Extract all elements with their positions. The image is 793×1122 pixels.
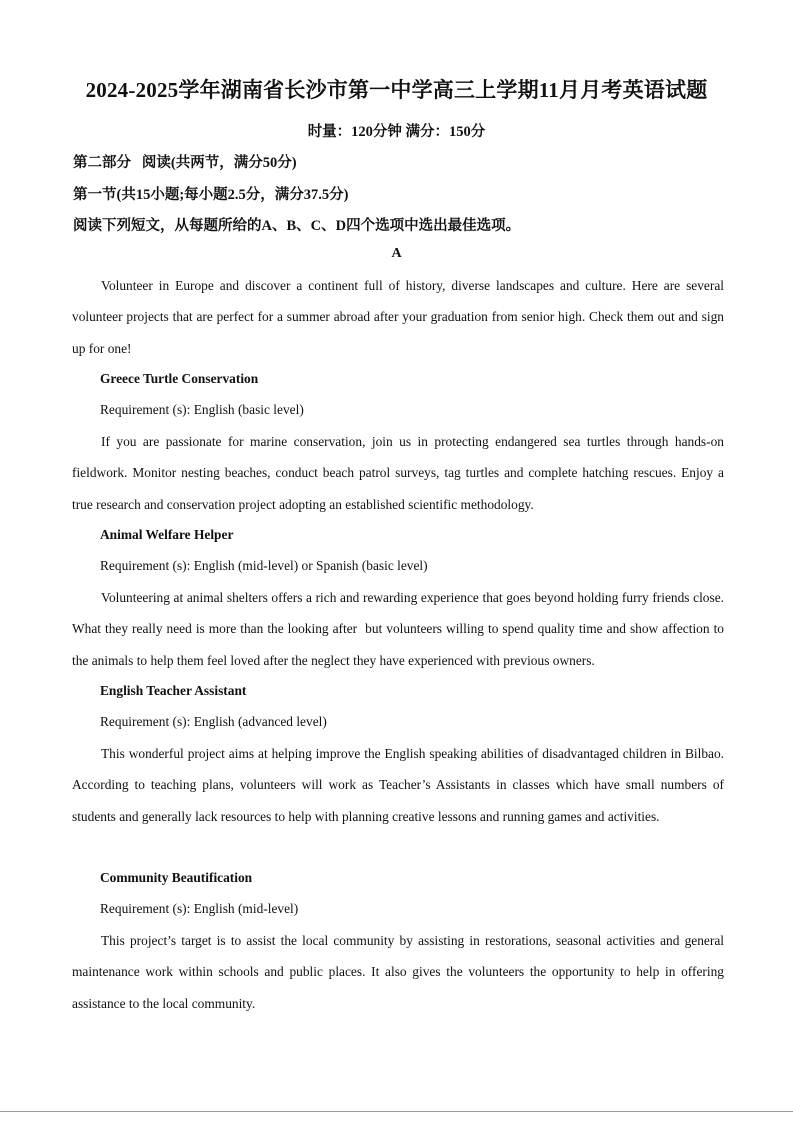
project-requirement: Requirement (s): English (basic level) — [100, 402, 304, 417]
page-bottom-divider — [0, 1111, 793, 1112]
page-title: 2024-2025学年湖南省长沙市第一中学高三上学期11月月考英语试题 — [85, 78, 708, 102]
project-description: This project’s target is to assist the local community by assisting in restorations, seasonal activities and general maintenance work within schools and public places. It also gives the volunteers the opportunity to help in offering assistance to the local community. — [72, 933, 724, 1011]
project-title: Animal Welfare Helper — [100, 527, 234, 542]
intro-paragraph: Volunteer in Europe and discover a continent full of history, diverse landscapes and culture. Here are several volunteer projects that are perfect for a summer abroad after your graduation from senior high. Check them out and sign up for one! — [72, 278, 724, 356]
section-heading: 第一节(共15小题;每小题2.5分，满分37.5分) — [73, 187, 349, 203]
project-title: Greece Turtle Conservation — [100, 371, 259, 386]
project-description: If you are passionate for marine conservation, join us in protecting endangered sea turtles through hands-on fieldwork. Monitor nesting beaches, conduct beach patrol surveys, tag turtles and complete hatching rescues. Enjoy a true research and conservation project adopting an established scientific methodology. — [72, 434, 724, 512]
part-heading: 第二部分 阅读(共两节，满分50分) — [73, 155, 297, 171]
project-description: This wonderful project aims at helping improve the English speaking abilities of disadvantaged children in Bilbao. According to teaching plans, volunteers will work as Teacher’s Assistants in classes which have small numbers of students and generally lack resources to help with planning creative lessons and running games and activities. — [72, 746, 724, 824]
passage-label: A — [391, 246, 402, 261]
project-requirement: Requirement (s): English (mid-level) — [100, 901, 299, 916]
project-requirement: Requirement (s): English (mid-level) or Spanish (basic level) — [100, 558, 428, 573]
exam-time-and-score: 时量：120分钟 满分：150分 — [307, 124, 486, 140]
project-title: Community Beautification — [100, 870, 253, 885]
project-title: English Teacher Assistant — [100, 683, 247, 698]
project-requirement: Requirement (s): English (advanced level) — [100, 714, 327, 729]
project-description: Volunteering at animal shelters offers a rich and rewarding experience that goes beyond holding furry friends close. What they really need is more than the looking after but volunteers willing to spend quality time and show affection to the animals to help them feel loved after the neglect they have experienced with previous owners. — [72, 590, 728, 668]
instruction-text: 阅读下列短文，从每题所给的A、B、C、D四个选项中选出最佳选项。 — [73, 218, 521, 234]
